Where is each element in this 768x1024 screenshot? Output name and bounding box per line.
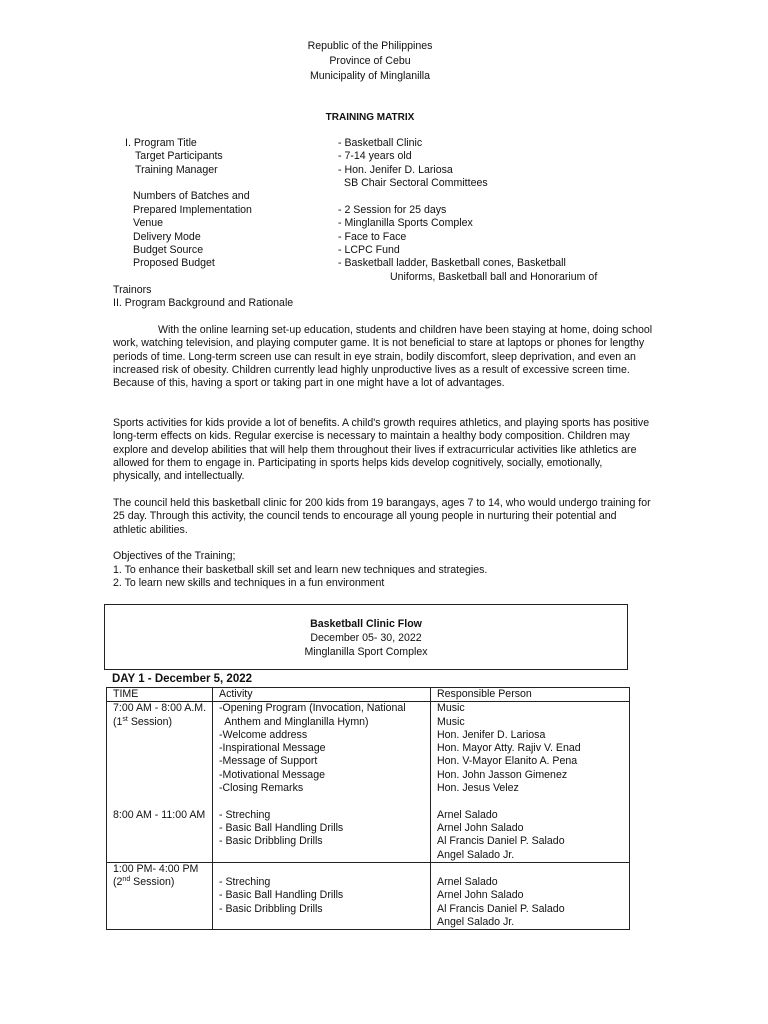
- target-label: Target Participants: [135, 150, 223, 162]
- day1-schedule-table: [106, 687, 630, 930]
- venue-value: - Minglanilla Sports Complex: [338, 217, 473, 229]
- header-municipality: Municipality of Minglanilla: [309, 70, 431, 82]
- responsible-person: Music: [437, 715, 465, 728]
- paragraph-rationale-3: The council held this basketball clinic for 200 kids from 19 barangays, ages 7 to 14, who would undergo training for 25 day. Through this activity, the council tends to encourage all young people in nurturing their potential and athletic abilities.: [113, 497, 651, 536]
- batches-label: Numbers of Batches and: [133, 190, 250, 202]
- activity-item: - Basic Dribbling Drills: [219, 902, 323, 915]
- responsible-cell: [431, 862, 630, 929]
- batches-label-2: Prepared Implementation: [133, 204, 252, 216]
- proposed-budget-value: - Basketball ladder, Basketball cones, Basketball: [338, 257, 566, 269]
- activity-item: -Message of Support: [219, 755, 318, 768]
- section-2-heading: II. Program Background and Rationale: [113, 297, 294, 309]
- target-value: - 7-14 years old: [338, 150, 412, 162]
- header-republic: Republic of the Philippines: [307, 40, 433, 52]
- activity-item: Anthem and Minglanilla Hymn): [219, 715, 369, 728]
- program-title-label: I. Program Title: [125, 137, 197, 149]
- table-header-row: [107, 688, 630, 702]
- table-row: [107, 702, 630, 863]
- day1-heading: DAY 1 - December 5, 2022: [112, 673, 253, 685]
- session-time: 1:00 PM- 4:00 PM: [113, 862, 199, 875]
- responsible-person: Music: [437, 702, 465, 715]
- proposed-budget-value-3: Trainors: [113, 284, 152, 296]
- batches-value: - 2 Session for 25 days: [338, 204, 447, 216]
- flow-venue: Minglanilla Sport Complex: [304, 646, 428, 658]
- responsible-person: Arnel Salado: [437, 808, 498, 821]
- activity-item: - Basic Ball Handling Drills: [219, 821, 344, 834]
- paragraph-rationale-1: With the online learning set-up education, students and children have been staying at home, doing school work, watching television, and playing computer game. It is not beneficial to stare at laptops or phones for lengthy periods of time. Long-term screen use can result in eye strain, bodily discomfort, sleep deprivation, and even an increased risk of obesity. Children currently lead highly unproductive lives as a result of excessive screen time. Because of this, having a sport or taking part in one might have a lot of advantages.: [113, 324, 653, 390]
- flow-title: Basketball Clinic Flow: [310, 618, 422, 630]
- responsible-person: Al Francis Daniel P. Salado: [437, 835, 565, 848]
- delivery-value: - Face to Face: [338, 231, 407, 243]
- activity-cell: [213, 862, 431, 929]
- time-cell: [107, 702, 213, 863]
- responsible-person: Hon. John Jasson Gimenez: [437, 768, 568, 781]
- activity-item: - Basic Dribbling Drills: [219, 835, 323, 848]
- responsible-person: Angel Salado Jr.: [437, 916, 515, 929]
- proposed-budget-value-2: Uniforms, Basketball ball and Honorarium of: [390, 271, 598, 283]
- column-header-time: TIME: [107, 688, 213, 702]
- objective-1: 1. To enhance their basketball skill set and learn new techniques and strategies.: [113, 564, 488, 576]
- activity-item: - Streching: [219, 808, 271, 821]
- time-cell: [107, 862, 213, 929]
- session-label: (2nd Session): [113, 876, 175, 889]
- objectives-heading: Objectives of the Training;: [113, 550, 236, 562]
- budget-source-label: Budget Source: [133, 244, 204, 256]
- responsible-person: Arnel John Salado: [437, 889, 524, 902]
- activity-item: - Streching: [219, 876, 271, 889]
- paragraph-rationale-2: Sports activities for kids provide a lot of benefits. A child's growth requires athletics, and playing sports has positive long-term effects on kids. Regular exercise is necessary to maintain a healthy body composition. Children may explore and develop abilities that will help them throughout their lives if extracurricular activities like athletics are allowed for them to engage in. Participating in sports helps kids develop cognitively, socially, emotionally, physically, and intellectually.: [113, 417, 650, 483]
- activity-item: - Basic Ball Handling Drills: [219, 889, 344, 902]
- responsible-person: Hon. Jenifer D. Lariosa: [437, 728, 546, 741]
- responsible-person: Hon. Jesus Velez: [437, 782, 519, 795]
- activity-item: -Closing Remarks: [219, 782, 304, 795]
- activity-item: -Inspirational Message: [219, 742, 326, 755]
- responsible-person: Arnel John Salado: [437, 821, 524, 834]
- budget-source-value: - LCPC Fund: [338, 244, 400, 256]
- session-time: 7:00 AM - 8:00 A.M.: [113, 702, 207, 715]
- table-row: [107, 862, 630, 929]
- clinic-flow-box: [104, 604, 628, 670]
- column-header-responsible: Responsible Person: [431, 688, 630, 702]
- session-time-2: 8:00 AM - 11:00 AM: [113, 808, 206, 821]
- session-label: (1st Session): [113, 715, 173, 728]
- program-title-value: - Basketball Clinic: [338, 137, 423, 149]
- flow-dates: December 05- 30, 2022: [310, 632, 422, 644]
- objective-2: 2. To learn new skills and techniques in a fun environment: [113, 577, 385, 589]
- activity-item: -Motivational Message: [219, 768, 325, 781]
- delivery-label: Delivery Mode: [133, 231, 201, 243]
- manager-value: - Hon. Jenifer D. Lariosa: [338, 164, 453, 176]
- manager-label: Training Manager: [135, 164, 218, 176]
- proposed-budget-label: Proposed Budget: [133, 257, 215, 269]
- manager-value-2: SB Chair Sectoral Committees: [344, 177, 488, 189]
- header-province: Province of Cebu: [329, 55, 411, 67]
- responsible-person: Al Francis Daniel P. Salado: [437, 902, 565, 915]
- column-header-activity: Activity: [213, 688, 431, 702]
- venue-label: Venue: [133, 217, 164, 229]
- responsible-person: Angel Salado Jr.: [437, 848, 515, 861]
- responsible-cell: [431, 702, 630, 863]
- activity-cell: [213, 702, 431, 863]
- activity-item: -Opening Program (Invocation, National: [219, 702, 406, 715]
- document-title: TRAINING MATRIX: [325, 112, 415, 123]
- activity-item: -Welcome address: [219, 728, 308, 741]
- responsible-person: Hon. Mayor Atty. Rajiv V. Enad: [437, 742, 581, 755]
- responsible-person: Arnel Salado: [437, 876, 498, 889]
- responsible-person: Hon. V-Mayor Elanito A. Pena: [437, 755, 578, 768]
